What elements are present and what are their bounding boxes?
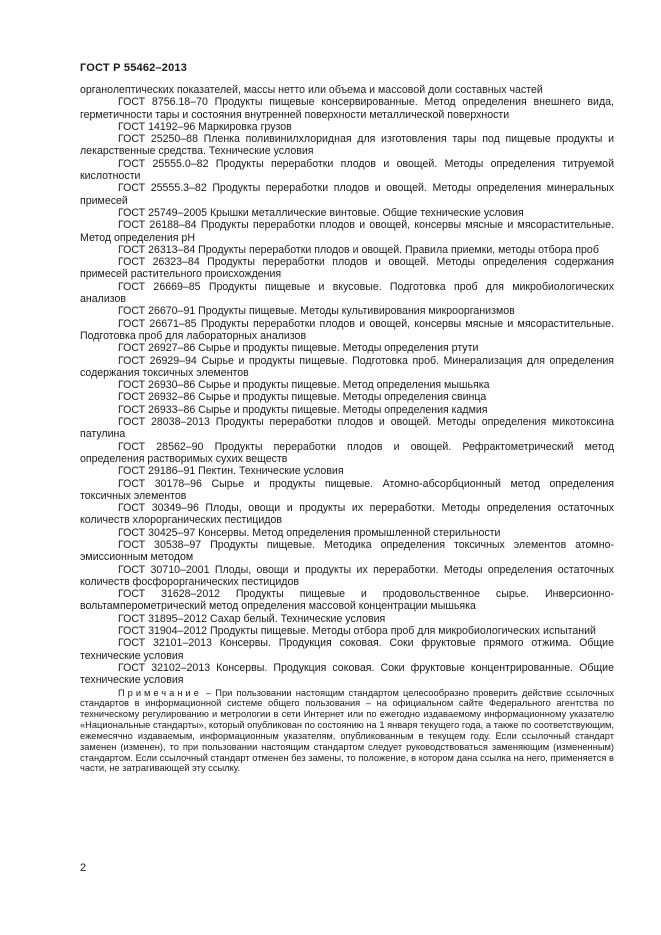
paragraph: ГОСТ 25749–2005 Крышки металлические винтовые. Общие технические условия	[118, 206, 524, 219]
document-body	[80, 84, 614, 774]
note	[80, 688, 614, 775]
paragraph: ГОСТ 31628–2012 Продукты пищевые и продовольственное сырье. Инверсионно-вольтамперометрический метод определения массовой концентрации мышьяка	[80, 588, 614, 613]
paragraph: ГОСТ 30178–96 Сырье и продукты пищевые. Атомно-абсорбционный метод определения токсичных элементов	[80, 477, 614, 502]
paragraph: ГОСТ 25250–88 Пленка поливинилхлоридная для изготовления тары под пищевые продукты и лекарственные средства. Технические условия	[80, 133, 614, 158]
note-text: – При пользовании настоящим стандартом целесообразно проверить действие ссылочных стандартов в информационной системе общего пользования – на официальном сайте Федерального агентства по техническому регулированию и метрологии в сети Интернет или по ежегодно издаваемому информационному указателю «Национальные стандарты», который опубликован по состоянию на 1 января текущего года, а также по соответствующим, ежемесячно издаваемым, информационным указателям, опубликованным в текущем году. Если ссылочный стандарт заменен (изменен), то при пользовании настоящим стандартом следует руководствоваться заменяющим (измененным) стандартом. Если ссылочный стандарт отменен без замены, то положение, в котором дана ссылка на него, применяется в части, не затрагивающей эту ссылку.	[80, 687, 614, 774]
paragraph: ГОСТ 26671–85 Продукты переработки плодов и овощей, консервы мясные и мясорастительные. Подготовка проб для лабораторных анализов	[80, 317, 614, 342]
paragraph: ГОСТ 30349–96 Плоды, овощи и продукты их переработки. Методы определения остаточных количеств хлорорганических пестицидов	[80, 502, 614, 527]
page-number: 2	[80, 862, 87, 874]
paragraph: ГОСТ 30538–97 Продукты пищевые. Методика определения токсичных элементов атомно-эмиссионным методом	[80, 538, 614, 564]
paragraph: ГОСТ 26932–86 Сырье и продукты пищевые. Методы определения свинца	[118, 391, 487, 404]
paragraph: ГОСТ 25555.0–82 Продукты переработки плодов и овощей. Методы определения титруемой кислотности	[80, 157, 614, 183]
paragraph: ГОСТ 28038–2013 Продукты переработки плодов и овощей. Методы определения микотоксина патулина	[80, 416, 614, 441]
paragraph: ГОСТ 26670–91 Продукты пищевые. Методы культивирования микроорганизмов	[118, 305, 515, 318]
paragraph: ГОСТ 26933–86 Сырье и продукты пищевые. Методы определения кадмия	[118, 403, 488, 416]
paragraph: ГОСТ 32101–2013 Консервы. Продукция соковая. Соки фруктовые прямого отжима. Общие технические условия	[80, 637, 614, 662]
paragraph: ГОСТ 31895–2012 Сахар белый. Технические условия	[118, 612, 386, 625]
paragraph: ГОСТ 30425–97 Консервы. Метод определения промышленной стерильности	[118, 526, 501, 539]
paragraph: органолептических показателей, массы нетто или объема и массовой доли составных частей	[80, 84, 543, 96]
paragraph: ГОСТ 26188–84 Продукты переработки плодов и овощей, консервы мясные и мясорастительные. Метод определения рН	[80, 219, 614, 244]
paragraph: ГОСТ 26929–94 Сырье и продукты пищевые. Подготовка проб. Минерализация для определения содержания токсичных элементов	[80, 354, 614, 379]
paragraph: ГОСТ 26313–84 Продукты переработки плодов и овощей. Правила приемки, методы отбора проб	[118, 243, 599, 256]
paragraph: ГОСТ 31904–2012 Продукты пищевые. Методы отбора проб для микробиологических испытаний	[118, 625, 596, 638]
paragraph: ГОСТ 28562–90 Продукты переработки плодов и овощей. Рефрактометрический метод определения растворимых сухих веществ	[80, 440, 614, 465]
paragraph: ГОСТ 14192–96 Маркировка грузов	[118, 120, 292, 133]
paragraph: ГОСТ 29186–91 Пектин. Технические условия	[118, 465, 344, 478]
paragraph: ГОСТ 26930–86 Сырье и продукты пищевые. Метод определения мышьяка	[118, 379, 490, 392]
paragraph: ГОСТ 30710–2001 Плоды, овощи и продукты их переработки. Методы определения остаточных количеств фосфорорганических пестицидов	[80, 563, 614, 588]
paragraph: ГОСТ 26669–85 Продукты пищевые и вкусовые. Подготовка проб для микробиологических анализов	[80, 280, 614, 306]
paragraph: ГОСТ 25555.3–82 Продукты переработки плодов и овощей. Методы определения минеральных примесей	[80, 182, 614, 207]
paragraph: ГОСТ 26927–86 Сырье и продукты пищевые. Методы определения ртути	[118, 342, 479, 355]
paragraph: ГОСТ 26323–84 Продукты переработки плодов и овощей. Методы определения содержания примесей растительного происхождения	[80, 256, 614, 281]
document-header: ГОСТ Р 55462–2013	[80, 62, 188, 74]
paragraph: ГОСТ 8756.18–70 Продукты пищевые консервированные. Метод определения внешнего вида, герметичности тары и состояния внутренней поверхности металлической поверхности	[80, 96, 614, 121]
note-label: Примечание	[118, 687, 202, 698]
paragraph: ГОСТ 32102–2013 Консервы. Продукция соковая. Соки фруктовые концентрированные. Общие технические условия	[80, 661, 614, 687]
